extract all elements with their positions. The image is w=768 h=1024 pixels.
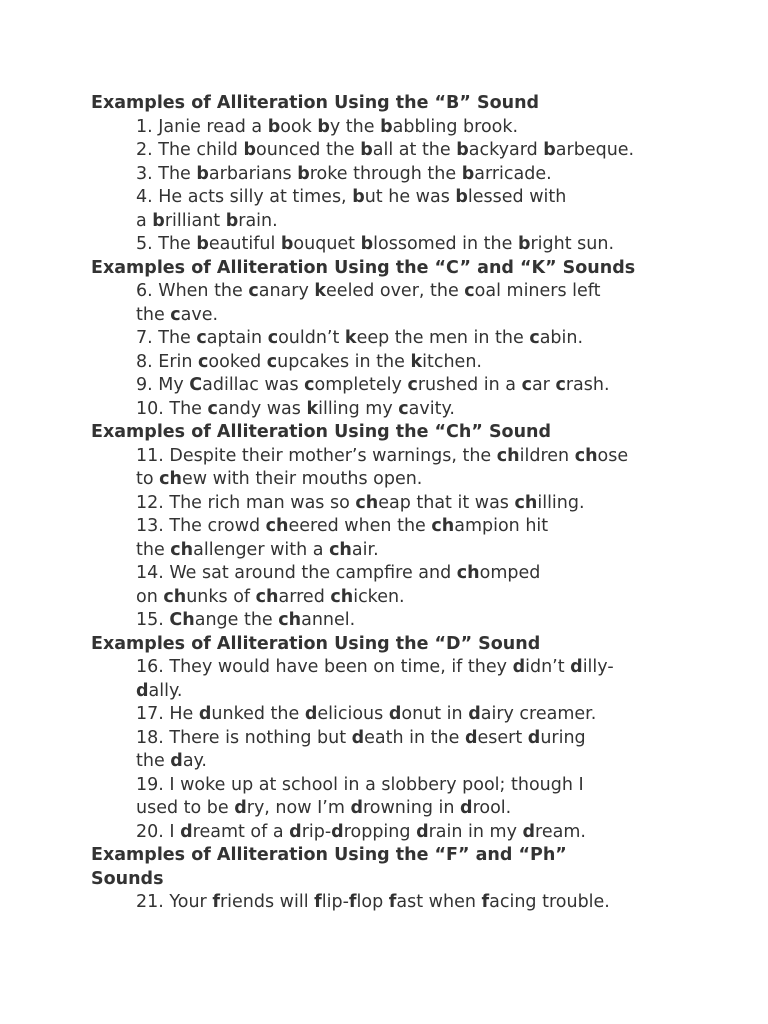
example-line: [136, 797, 756, 821]
text-segment: rain.: [238, 210, 278, 231]
example-line: [136, 280, 756, 304]
text-segment: ay.: [182, 751, 207, 771]
example-line: [136, 139, 756, 163]
text-segment: abbling brook.: [392, 116, 519, 137]
alliteration-letter: c: [198, 351, 209, 372]
alliteration-letter: k: [314, 281, 327, 301]
text-segment: ose: [597, 445, 629, 466]
section-heading: Examples of Alliteration Using the “B” Sound: [91, 93, 540, 113]
text-segment: anary: [258, 281, 315, 301]
alliteration-letter: d: [512, 657, 526, 677]
text-segment: 8. Erin: [136, 351, 199, 372]
example-line: [136, 233, 756, 257]
text-segment: elicious: [317, 704, 389, 724]
text-segment: ook: [280, 116, 318, 137]
alliteration-letter: b: [380, 116, 393, 137]
alliteration-letter: b: [360, 140, 373, 160]
alliteration-letter: ch: [514, 492, 538, 513]
example-line: [136, 774, 756, 798]
text-segment: airy creamer.: [480, 704, 597, 724]
text-segment: oal miners left: [474, 281, 601, 301]
alliteration-letter: d: [304, 704, 318, 724]
text-segment: illy-: [582, 657, 614, 677]
text-segment: aptain: [206, 328, 268, 348]
alliteration-letter: k: [410, 351, 423, 372]
text-segment: lessed with: [467, 187, 567, 207]
example-line: [136, 374, 756, 398]
text-segment: ouldn’t: [278, 328, 345, 348]
alliteration-letter: ch: [255, 586, 279, 607]
text-segment: 4. He acts silly at times,: [136, 187, 353, 207]
alliteration-letter: b: [243, 140, 257, 160]
alliteration-letter: ch: [265, 516, 289, 536]
text-segment: eep the men in the: [356, 328, 530, 348]
text-segment: air.: [351, 539, 379, 560]
text-segment: to: [136, 469, 160, 489]
example-line: [136, 327, 756, 351]
alliteration-letter: b: [455, 187, 468, 207]
alliteration-letter: ch: [574, 445, 598, 466]
alliteration-letter: b: [517, 234, 531, 254]
alliteration-letter: ch: [163, 586, 187, 607]
alliteration-letter: c: [207, 398, 218, 419]
text-segment: ream.: [535, 821, 586, 842]
alliteration-letter: b: [297, 163, 310, 184]
alliteration-letter: d: [180, 821, 193, 842]
text-segment: itchen.: [422, 351, 482, 372]
text-segment: 21. Your: [136, 892, 213, 912]
alliteration-letter: ch: [456, 563, 480, 583]
alliteration-letter: b: [225, 210, 239, 231]
text-segment: rushed in a: [417, 375, 522, 395]
example-line: [136, 468, 756, 492]
alliteration-letter: d: [331, 821, 344, 842]
alliteration-letter: c: [555, 375, 566, 395]
text-segment: uring: [540, 727, 586, 748]
text-segment: illing my: [318, 398, 399, 419]
text-segment: 10. The: [136, 398, 208, 419]
text-segment: andy was: [217, 398, 307, 419]
text-segment: 20. I: [136, 821, 181, 842]
text-segment: arbeque.: [555, 140, 635, 160]
example-line: [136, 210, 756, 234]
text-segment: ildren: [519, 445, 575, 466]
section-heading: Sounds: [91, 868, 164, 889]
text-segment: rool.: [472, 798, 512, 818]
text-segment: 7. The: [136, 328, 197, 348]
example-line: [136, 562, 756, 586]
text-segment: the: [136, 751, 171, 771]
alliteration-letter: c: [248, 281, 259, 301]
text-segment: ampion hit: [454, 516, 549, 536]
alliteration-letter: ch: [355, 492, 379, 513]
text-segment: lip-: [321, 892, 349, 912]
text-segment: ew with their mouths open.: [181, 469, 423, 489]
alliteration-letter: k: [344, 328, 357, 348]
alliteration-letter: d: [570, 657, 583, 677]
alliteration-letter: ch: [431, 516, 455, 536]
alliteration-letter: f: [348, 892, 357, 912]
text-segment: icken.: [353, 586, 405, 607]
text-segment: avity.: [408, 398, 455, 419]
example-line: [136, 821, 756, 845]
example-line: [136, 680, 756, 704]
example-line: [136, 116, 756, 140]
alliteration-letter: k: [306, 398, 319, 419]
text-segment: the: [136, 539, 171, 560]
alliteration-letter: d: [198, 704, 212, 724]
text-segment: 9. My: [136, 375, 190, 395]
alliteration-letter: b: [456, 140, 469, 160]
alliteration-letter: b: [352, 187, 365, 207]
alliteration-letter: c: [529, 328, 540, 348]
text-segment: ackyard: [468, 140, 544, 160]
alliteration-letter: d: [527, 727, 541, 748]
alliteration-letter: c: [398, 398, 409, 419]
text-segment: the: [136, 304, 171, 325]
alliteration-letter: f: [212, 892, 220, 912]
alliteration-letter: d: [234, 798, 247, 818]
text-segment: eered when the: [288, 516, 432, 536]
example-line: [136, 515, 756, 539]
text-segment: 17. He: [136, 704, 199, 724]
alliteration-letter: b: [280, 234, 294, 254]
text-segment: eap that it was: [378, 492, 515, 513]
example-line: [136, 539, 756, 563]
alliteration-letter: c: [464, 281, 475, 301]
section-heading: Examples of Alliteration Using the “D” Sound: [91, 633, 541, 654]
example-line: [136, 304, 756, 328]
example-line: [136, 163, 756, 187]
text-segment: reamt of a: [192, 821, 290, 842]
text-segment: 15.: [136, 610, 170, 630]
text-segment: acing trouble.: [489, 892, 610, 912]
text-segment: ooked: [208, 351, 267, 372]
text-segment: 2. The child: [136, 140, 244, 160]
text-segment: ouquet: [293, 234, 361, 254]
text-segment: onut in: [401, 704, 469, 724]
text-segment: 14. We sat around the campfire and: [136, 563, 457, 583]
text-segment: arred: [278, 586, 331, 607]
alliteration-letter: d: [350, 798, 363, 818]
example-line: [136, 750, 756, 774]
text-segment: a: [136, 210, 153, 231]
text-segment: arricade.: [474, 163, 552, 184]
alliteration-letter: b: [267, 116, 281, 137]
alliteration-letter: f: [388, 892, 397, 912]
alliteration-letter: d: [468, 704, 481, 724]
alliteration-letter: b: [152, 210, 165, 231]
example-line: [136, 703, 756, 727]
text-segment: all at the: [372, 140, 457, 160]
text-segment: riends will: [219, 892, 315, 912]
example-line: [136, 445, 756, 469]
text-segment: annel.: [301, 610, 356, 630]
text-segment: ry, now I’m: [246, 798, 351, 818]
text-segment: rash.: [565, 375, 610, 395]
text-segment: ompletely: [314, 375, 408, 395]
alliteration-letter: c: [521, 375, 532, 395]
alliteration-letter: c: [267, 328, 279, 348]
alliteration-letter: d: [289, 821, 302, 842]
section-heading: Examples of Alliteration Using the “C” and “K” Sounds: [91, 257, 636, 278]
example-line: [136, 586, 756, 610]
text-segment: ally.: [148, 680, 183, 701]
alliteration-letter: b: [317, 116, 330, 137]
text-segment: unks of: [186, 586, 256, 607]
alliteration-letter: c: [407, 375, 418, 395]
text-segment: eautiful: [208, 234, 281, 254]
example-line: [136, 656, 756, 680]
text-segment: arbarians: [208, 163, 298, 184]
example-line: [136, 186, 756, 210]
text-segment: ast when: [396, 892, 482, 912]
alliteration-letter: d: [464, 727, 478, 748]
text-segment: 18. There is nothing but: [136, 727, 352, 748]
alliteration-letter: f: [314, 892, 322, 912]
alliteration-letter: Ch: [169, 610, 195, 630]
section-heading: Examples of Alliteration Using the “Ch” Sound: [91, 422, 552, 442]
example-line: [136, 891, 756, 915]
text-segment: rain in my: [428, 821, 523, 842]
alliteration-letter: c: [304, 375, 315, 395]
text-segment: eeled over, the: [326, 281, 465, 301]
alliteration-letter: d: [416, 821, 429, 842]
text-segment: adillac was: [202, 375, 305, 395]
text-segment: ar: [531, 375, 556, 395]
text-segment: upcakes in the: [277, 351, 411, 372]
alliteration-letter: c: [266, 351, 278, 372]
alliteration-letter: C: [189, 375, 203, 395]
text-segment: 11. Despite their mother’s warnings, the: [136, 445, 497, 466]
alliteration-letter: d: [136, 680, 149, 701]
alliteration-letter: ch: [278, 610, 302, 630]
text-segment: y the: [329, 116, 381, 137]
example-line: [136, 609, 756, 633]
alliteration-letter: b: [360, 234, 374, 254]
text-segment: eath in the: [364, 727, 465, 748]
text-segment: used to be: [136, 798, 235, 818]
alliteration-letter: d: [460, 798, 473, 818]
text-segment: abin.: [539, 328, 584, 348]
text-segment: right sun.: [530, 234, 615, 254]
text-segment: ounced the: [256, 140, 361, 160]
text-segment: on: [136, 586, 164, 607]
example-line: [136, 351, 756, 375]
alliteration-letter: ch: [329, 539, 352, 560]
alliteration-letter: ch: [496, 445, 520, 466]
alliteration-letter: f: [481, 892, 490, 912]
text-segment: lop: [356, 892, 389, 912]
alliteration-letter: ch: [159, 469, 182, 489]
example-line: [136, 398, 756, 422]
alliteration-letter: b: [196, 234, 209, 254]
text-segment: rilliant: [164, 210, 226, 231]
example-line: [136, 727, 756, 751]
text-segment: 13. The crowd: [136, 516, 266, 536]
text-segment: 3. The: [136, 163, 197, 184]
text-segment: 16. They would have been on time, if they: [136, 657, 513, 677]
text-segment: rip-: [301, 821, 332, 842]
alliteration-letter: ch: [170, 539, 194, 560]
text-segment: ut he was: [364, 187, 456, 207]
text-segment: rowning in: [362, 798, 461, 818]
text-segment: ange the: [194, 610, 279, 630]
text-segment: omped: [479, 563, 541, 583]
text-segment: roke through the: [309, 163, 462, 184]
alliteration-letter: d: [388, 704, 402, 724]
text-segment: 6. When the: [136, 281, 249, 301]
example-line: [136, 492, 756, 516]
alliteration-letter: d: [522, 821, 536, 842]
text-segment: 1. Janie read a: [136, 116, 268, 137]
text-segment: lossomed in the: [373, 234, 518, 254]
text-segment: illing.: [537, 492, 585, 513]
text-segment: ave.: [180, 304, 219, 325]
alliteration-letter: b: [543, 140, 556, 160]
text-segment: unked the: [211, 704, 305, 724]
text-segment: 12. The rich man was so: [136, 492, 356, 513]
alliteration-letter: d: [351, 727, 365, 748]
alliteration-letter: d: [170, 751, 183, 771]
text-segment: 5. The: [136, 234, 197, 254]
text-segment: esert: [477, 727, 528, 748]
text-segment: allenger with a: [193, 539, 330, 560]
alliteration-letter: c: [170, 304, 181, 325]
section-heading: Examples of Alliteration Using the “F” and “Ph”: [91, 845, 567, 865]
text-segment: 19. I woke up at school in a slobbery pool; though I: [136, 774, 584, 795]
text-segment: idn’t: [525, 657, 571, 677]
alliteration-letter: b: [196, 163, 209, 184]
alliteration-letter: c: [196, 328, 207, 348]
alliteration-letter: b: [461, 163, 475, 184]
text-segment: ropping: [343, 821, 417, 842]
alliteration-letter: ch: [330, 586, 354, 607]
